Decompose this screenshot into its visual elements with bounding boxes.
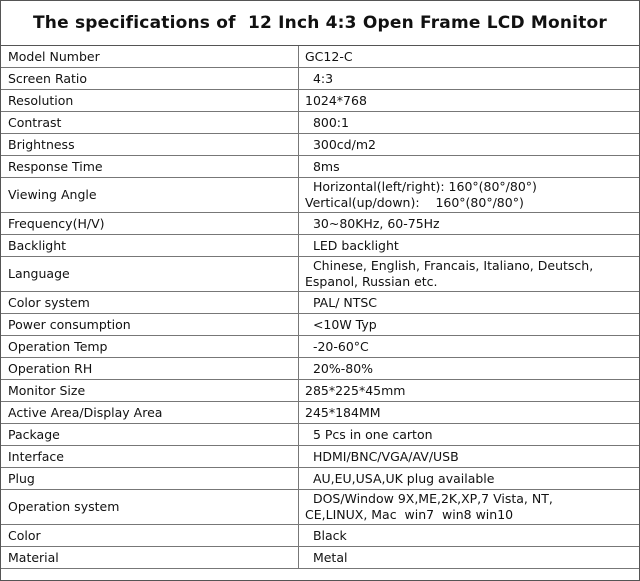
table-row bbox=[1, 424, 639, 446]
table-row bbox=[1, 402, 639, 424]
spec-value: 20%-80% bbox=[299, 358, 640, 380]
table-row bbox=[1, 358, 639, 380]
spec-value: PAL/ NTSC bbox=[299, 292, 640, 314]
spec-value: 245*184MM bbox=[299, 402, 640, 424]
table-row bbox=[1, 68, 639, 90]
spec-label: Operation Temp bbox=[1, 336, 299, 358]
table-row bbox=[1, 112, 639, 134]
spec-label: Active Area/Display Area bbox=[1, 402, 299, 424]
spec-label: Operation system bbox=[1, 490, 299, 525]
page-title: The specifications of 12 Inch 4:3 Open Frame LCD Monitor bbox=[1, 1, 639, 46]
spec-value: AU,EU,USA,UK plug available bbox=[299, 468, 640, 490]
spec-label: Monitor Size bbox=[1, 380, 299, 402]
spec-value: 285*225*45mm bbox=[299, 380, 640, 402]
spec-value: Chinese, English, Francais, Italiano, Deutsch, Espanol, Russian etc. bbox=[299, 257, 640, 292]
spec-label: Power consumption bbox=[1, 314, 299, 336]
spec-value: HDMI/BNC/VGA/AV/USB bbox=[299, 446, 640, 468]
spec-label: Interface bbox=[1, 446, 299, 468]
spec-value: GC12-C bbox=[299, 46, 640, 68]
spec-value: Horizontal(left/right): 160°(80°/80°) Vertical(up/down): 160°(80°/80°) bbox=[299, 178, 640, 213]
spec-label: Package bbox=[1, 424, 299, 446]
spec-label: Color bbox=[1, 525, 299, 547]
spec-value: 8ms bbox=[299, 156, 640, 178]
spec-value: Black bbox=[299, 525, 640, 547]
spec-label: Screen Ratio bbox=[1, 68, 299, 90]
spec-value: DOS/Window 9X,ME,2K,XP,7 Vista, NT, CE,LINUX, Mac win7 win8 win10 bbox=[299, 490, 640, 525]
spec-table-body bbox=[1, 46, 639, 569]
table-row bbox=[1, 292, 639, 314]
table-row bbox=[1, 134, 639, 156]
spec-value: <10W Typ bbox=[299, 314, 640, 336]
spec-label: Operation RH bbox=[1, 358, 299, 380]
table-row bbox=[1, 490, 639, 525]
table-row bbox=[1, 156, 639, 178]
table-row bbox=[1, 213, 639, 235]
table-row bbox=[1, 46, 639, 68]
spec-table bbox=[1, 46, 639, 569]
table-row bbox=[1, 468, 639, 490]
table-row bbox=[1, 235, 639, 257]
table-row bbox=[1, 380, 639, 402]
spec-value: Metal bbox=[299, 547, 640, 569]
spec-value: 4:3 bbox=[299, 68, 640, 90]
spec-label: Language bbox=[1, 257, 299, 292]
spec-value: 30~80KHz, 60-75Hz bbox=[299, 213, 640, 235]
spec-label: Resolution bbox=[1, 90, 299, 112]
table-row bbox=[1, 525, 639, 547]
table-row bbox=[1, 446, 639, 468]
spec-value: 1024*768 bbox=[299, 90, 640, 112]
table-row bbox=[1, 547, 639, 569]
spec-value: -20-60°C bbox=[299, 336, 640, 358]
table-row bbox=[1, 336, 639, 358]
table-row bbox=[1, 257, 639, 292]
spec-label: Backlight bbox=[1, 235, 299, 257]
spec-value: 5 Pcs in one carton bbox=[299, 424, 640, 446]
spec-label: Brightness bbox=[1, 134, 299, 156]
spec-label: Response Time bbox=[1, 156, 299, 178]
spec-label: Model Number bbox=[1, 46, 299, 68]
spec-label: Material bbox=[1, 547, 299, 569]
spec-label: Frequency(H/V) bbox=[1, 213, 299, 235]
table-row bbox=[1, 314, 639, 336]
spec-value: LED backlight bbox=[299, 235, 640, 257]
table-row bbox=[1, 178, 639, 213]
table-row bbox=[1, 90, 639, 112]
spec-label: Viewing Angle bbox=[1, 178, 299, 213]
spec-value: 300cd/m2 bbox=[299, 134, 640, 156]
spec-value: 800:1 bbox=[299, 112, 640, 134]
spec-label: Color system bbox=[1, 292, 299, 314]
spec-label: Contrast bbox=[1, 112, 299, 134]
spec-label: Plug bbox=[1, 468, 299, 490]
